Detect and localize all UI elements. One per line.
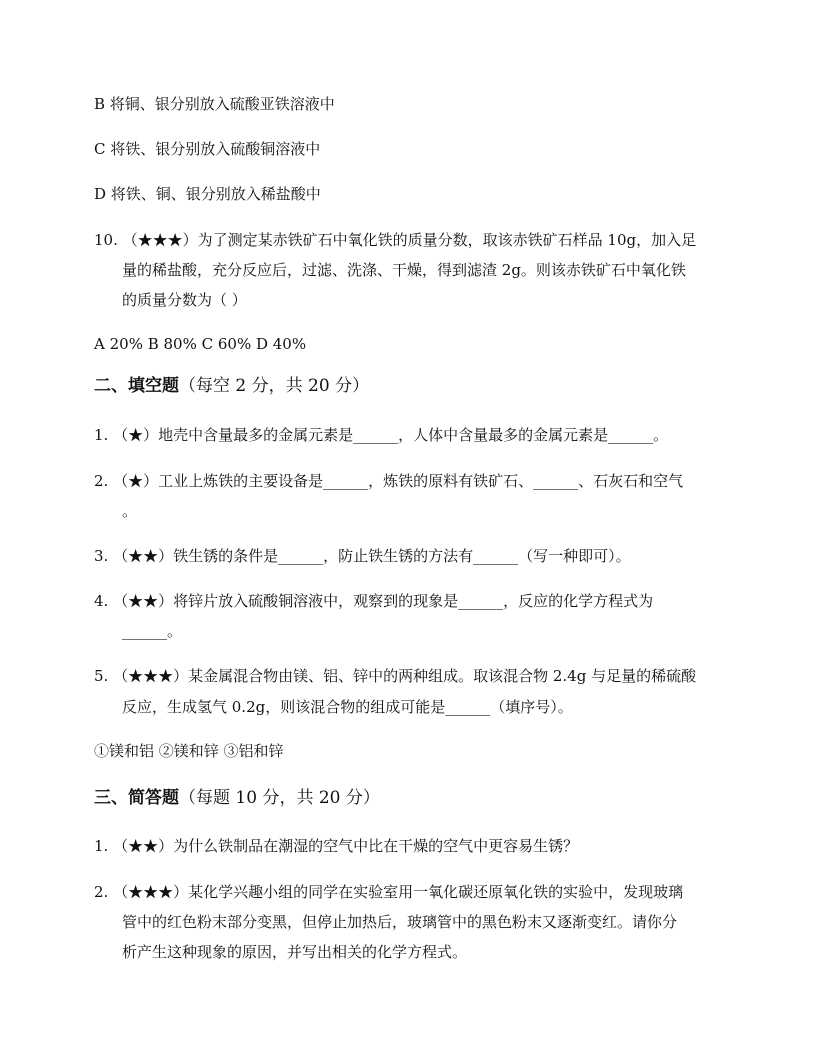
- s2-q3: 3. （★★）铁生锈的条件是______，防止铁生锈的方法有______（写一种即可）。: [94, 547, 631, 565]
- q9-option-d: D 将铁、铜、银分别放入稀盐酸中: [94, 185, 321, 203]
- s2-q2-line-1: 2. （★）工业上炼铁的主要设备是______，炼铁的原料有铁矿石、______、石灰石和空气: [94, 472, 684, 490]
- q9-option-c: C 将铁、银分别放入硫酸铜溶液中: [94, 140, 321, 158]
- section-2-title: 二、填空题: [94, 376, 179, 396]
- s2-q1: 1. （★）地壳中含量最多的金属元素是______，人体中含量最多的金属元素是______。: [94, 426, 669, 444]
- s2-q4-line-2: ______。: [122, 622, 183, 640]
- q10-line-3: 的质量分数为（ ）: [122, 291, 247, 309]
- s3-q2-line-2: 管中的红色粉末部分变黑，但停止加热后，玻璃管中的黑色粉末又逐渐变红。请你分: [122, 913, 678, 931]
- section-2-subtitle: （每空 2 分，共 20 分）: [179, 376, 370, 396]
- s3-q2-line-1: 2. （★★★）某化学兴趣小组的同学在实验室用一氧化碳还原氧化铁的实验中，发现玻璃: [94, 883, 684, 901]
- s2-q5-line-2: 反应，生成氢气 0.2g，则该混合物的组成可能是______（填序号）。: [122, 698, 573, 716]
- s2-q4-line-1: 4. （★★）将锌片放入硫酸铜溶液中，观察到的现象是______，反应的化学方程式为: [94, 592, 654, 610]
- q10-line-1: 10. （★★★）为了测定某赤铁矿石中氧化铁的质量分数，取该赤铁矿石样品 10g，加入足: [94, 231, 697, 249]
- section-3-heading: [94, 788, 380, 808]
- section-3-title: 三、简答题: [94, 788, 179, 808]
- s2-q2-line-2: 。: [122, 502, 138, 520]
- s3-q1: 1. （★★）为什么铁制品在潮湿的空气中比在干燥的空气中更容易生锈？: [94, 837, 579, 855]
- q10-line-2: 量的稀盐酸，充分反应后，过滤、洗涤、干燥，得到滤渣 2g。则该赤铁矿石中氧化铁: [122, 261, 686, 279]
- section-3-subtitle: （每题 10 分，共 20 分）: [179, 788, 380, 808]
- section-2-heading: [94, 376, 369, 396]
- q9-option-b: B 将铜、银分别放入硫酸亚铁溶液中: [94, 95, 335, 113]
- q10-options: A 20% B 80% C 60% D 40%: [94, 335, 307, 353]
- s3-q2-line-3: 析产生这种现象的原因，并写出相关的化学方程式。: [122, 943, 468, 961]
- s2-q5-line-1: 5. （★★★）某金属混合物由镁、铝、锌中的两种组成。取该混合物 2.4g 与足量的稀硫酸: [94, 667, 697, 685]
- s2-q5-options: ①镁和铝 ②镁和锌 ③铝和锌: [94, 742, 284, 760]
